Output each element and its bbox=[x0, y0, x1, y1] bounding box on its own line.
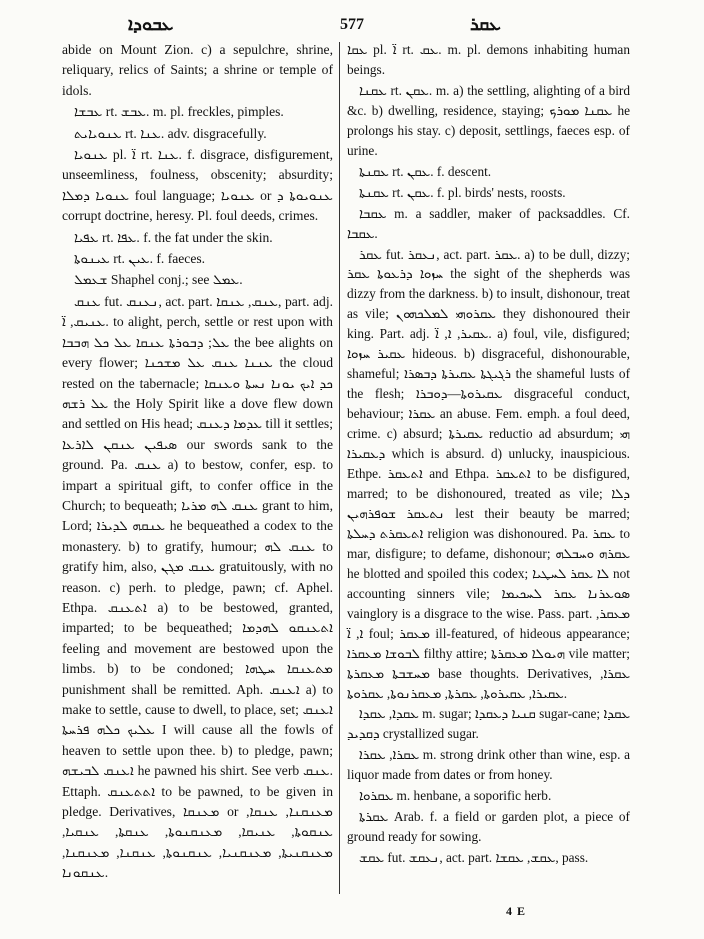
page-number: 577 bbox=[340, 16, 364, 33]
dictionary-entry: ܥܒܫܐ rt. ܥܒܫ. m. pl. freckles, pimples. bbox=[74, 104, 284, 120]
dictionary-entry: ܥܩܒܐ m. a saddler, maker of packsaddles. Cf. ܥܩܒܐ. bbox=[347, 205, 630, 241]
column-divider bbox=[339, 42, 340, 894]
dictionary-entry: ܥܢܘܝܐܝܬ rt. ܥܢܐ. adv. disgracefully. bbox=[74, 125, 267, 141]
dictionary-entry: ܥܢܩ fut. ܢܥܢܩ, act. part. ܥܢܩ, ܥܢܩܐ, part. adj. ܥܢܝܩ, ܐ̈. to alight, perch, settle or rest upon with ܥܠ; ܕܒܘܪܬܐ ܥܢܩܐ ܥܠ ܟܠ ܗܒܒܐ the bee alights on every flower; ܥܢܢܐ ܥܢܩ ܥܠ ܡܫܟܢܐ the cloud rested on the tabernacle; ܟܕ ܐܝܟ ܝܘܢܐ ܢܚܬܐ ܘܥܢܩܐ ܥܠ ܪܫܗ the Holy Spirit like a dove flew down and settled on His head; ܥܕܡܐ ܕܥܢܩ till it settles; ܣܝܦܝܢ ܥܢܩܢ ܠܐܪܥܐ our swords sank to the ground. Pa. ܥܢܩ a) to bestow, confer, esp. to impart a spiritual gift, to confer office in the Church; to bequeath; ܥܢܩ ܠܗ ܡܪܝܐ grant to him, Lord; ܥܢܩܗ ܠܕܝܪܐ he bequeathed a codex to the monastery. b) to gratify, humour; ܥܢܩ ܠܗ to gratify him, also, ܥܢܩ ܡܓܢ gratuitously, with no reason. c) perh. to pledge, pawn; cf. Aphel. Ethpa. ܐܬܥܢܩ a) to be bestowed, granted, imparted; to be bequeathed; ܐܬܥܢܩܘ ܠܗܕܡܐ feeling and movement are bestowed upon the limbs. b) to be condoned; ܡܬܥܢܩܐ ܚܛܗܐ punishment shall be remitted. Aph. ܐܥܢܩ a) to make to settle, cause to dwell, to place, set; ܐܥܢܩ ܥܠܝܟ ܟܠܗ ܦܪܚܬܐ I will cause all the fowls of heaven to settle upon thee. b) to pledge, pawn; ܐܥܢܩ ܠܒܝܫܗ he pawned his shirt. See verb ܥܢܩ. Ettaph. ܐܬܬܥܢܩ to be pawned, to be given in pledge. Derivatives, ܡܥܢܩܐ or ܡܥܢܩܢܐ, ܥܢܩܐ, ܥܢܩܘܬܐ, ܥܢܝܩܐ, ܡܥܢܩܢܘܬܐ, ܥܢܩܬܐ, ܥܢܩܝܐ, ܡܥܢܩܢܝܬܐ, ܡܥܢܩܢܝܐ, ܥܢܩܢܘܬܐ, ܥܢܩܢܐ, ܡܥܢܩܢܐ, ܥܢܩܘܢܐ. bbox=[62, 293, 334, 881]
header-right-word: ܥܩܪ bbox=[470, 14, 501, 34]
dictionary-entry: ܥܩܪܐ, ܥܩܪܐ m. strong drink other than wine, esp. a liquor made from dates or from honey. bbox=[347, 747, 630, 783]
dictionary-entry: ܥܦܝܐ rt. ܥܦܐ. f. the fat under the skin. bbox=[74, 229, 273, 245]
left-column bbox=[62, 40, 333, 884]
dictionary-entry: ܥܩܢܐ rt. ܥܩܢ. m. a) the settling, alighting of a bird &c. b) dwelling, residence, staying; ܥܩܢܐ ܡܘܪܟ he prolongs his stay. c) deposit, settlings, faeces esp. of urine. bbox=[347, 82, 631, 158]
dictionary-entry: ܥܩܢܬܐ rt. ܥܩܢ. f. descent. bbox=[359, 163, 492, 179]
dictionary-entry: ܥܩܪܬܐ Arab. f. a field or garden plot, a piece of ground ready for sowing. bbox=[347, 809, 630, 845]
signature-mark: 4 E bbox=[506, 904, 527, 918]
dictionary-entry: ܥܩܢܬܐ rt. ܥܩܢ. f. pl. birds' nests, roosts. bbox=[359, 184, 566, 200]
dictionary-entry: ܥܝܢܘܬܐ rt. ܥܝܢ. f. faeces. bbox=[74, 251, 206, 267]
dictionary-entry: ܥܩܫ fut. ܢܥܩܫ, act. part. ܥܩܫ, ܥܩܫܐ, pass. bbox=[359, 850, 589, 866]
dictionary-entry: ܫܥܡܠ Shaphel conj.; see ܥܡܠ. bbox=[74, 272, 243, 288]
dictionary-entry: ܥܢܘܝܐ pl. ܐ̈ rt. ܥܢܐ. f. disgrace, disfigurement, unseemliness, foulness, obscenity; absurdity; ܥܢܘܝܐ ܕܡܠܐ foul language; ܥܢܘܝܐ or ܥܢܘܝܘܬܐ ܕ corrupt doctrine, heresy. Pl. foul deeds, crimes. bbox=[62, 147, 334, 224]
dictionary-entry: ܥܩܪ fut. ܢܥܩܪ, act. part. ܥܩܪ. a) to be dull, dizzy; ܚܙܘܐ ܕܪܥܘܬܐ ܥܩܪ the sight of the shepherds was dizzy from the darkness. b) to insult, dishonour, treat as vile; ܥܩܪܘܗܝ ܠܡܠܟܗܘܢ they dishonoured their king. Part. adj. ܥܩܝܪ, ܐ, ܐ̈. a) foul, vile, disfigured; ܥܩܝܪ ܚܙܘܐ hideous. b) disgraceful, dishonourable, shameful; ܪܓܝܓܬܐ ܥܩܝܪܬܐ ܕܒܣܪܐ the shameful lusts of the flesh; ܥܩܝܪܘܬܐ—ܕܘܒܪܐ disgraceful conduct, behaviour; ܥܩܪܐ an abuse. Fem. emph. a foul deed, crime. c) absurd; ܥܩܝܪܬܐ reductio ad absurdum; ܗܝ ܕܥܩܝܪܐ which is absurd. d) unlucky, inauspicious. Ethpe. ܐܬܥܩܪ and Ethpa. ܐܬܥܩܪ to be disfigured, marred; to be dishonoured, treated as vile; ܕܠܐ ܢܬܥܩܪ ܫܘܦܪܗܝܢ lest their beauty be marred; ܐܬܥܩܪܬ ܕܚܠܬܐ religion was dishonoured. Pa. ܥܩܪ to mar, disfigure; to defame, dishonour; ܥܩܪܗ ܘܚܒܠܗ he blotted and spoiled this codex; ܠܐ ܥܩܪ ܠܚܛܝܐ not accounting sinners vile; ܣܘܥܪܢܐ ܥܩܪ ܠܚܟܝܡܐ vainglory is a disgrace to the wise. Pass. part. ܡܥܩܪ, ܐ, ܐ̈ foul; ܡܥܩܪ ill-featured, of hideous appearance; ܠܒܘܫܐ ܡܥܩܪܐ filthy attire; ܗܝܘܠܐ ܡܥܩܪܬܐ vile matter; ܡܚܫܒܬܐ ܡܥܩܪܬܐ base thoughts. Derivatives, ܥܩܪܐ, ܥܩܝܪܐ, ܥܩܝܪܘܬܐ, ܥܩܪܬܐ, ܡܥܩܪܢܘܬܐ, ܥܩܪܘܬܐ. bbox=[347, 246, 631, 701]
dictionary-entry: abide on Mount Zion. c) a sepulchre, shrine, reliquary, relics of Saints; a shrine or temple of idols. bbox=[62, 42, 333, 98]
dictionary-entry: ܥܩܪܘܐ m. henbane, a soporific herb. bbox=[359, 788, 552, 804]
dictionary-entry: ܥܩܕܐ, ܥܩܕܐ m. sugar; ܩܢܝܐ ܕܥܩܕܐ sugar-cane; ܥܩܕܐ ܕܩܕܝܕ crystallized sugar. bbox=[347, 706, 630, 742]
right-column bbox=[347, 40, 630, 868]
header-left-word: ܥܒܘܕܐ bbox=[128, 14, 174, 34]
dictionary-entry: ܥܩܐ pl. ܐ̈ rt. ܥܩ. m. pl. demons inhabiting human beings. bbox=[347, 42, 630, 77]
running-header bbox=[0, 14, 704, 40]
